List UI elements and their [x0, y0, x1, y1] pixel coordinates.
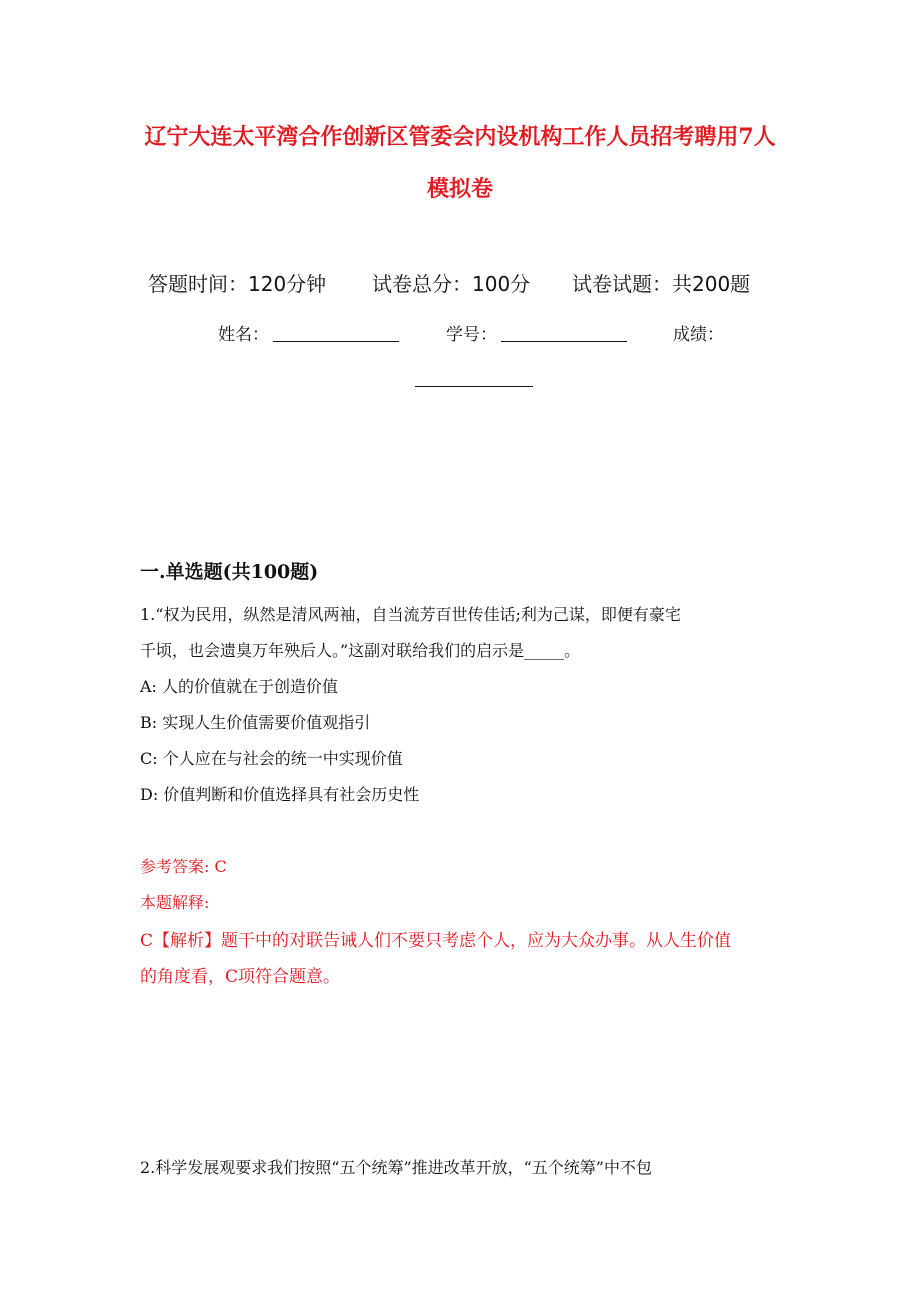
name-label: 姓名：	[218, 325, 269, 345]
doc-title-line2: 模拟卷	[426, 176, 493, 202]
name-blank	[273, 341, 399, 342]
grade-blank	[415, 386, 533, 387]
exam-time: 答题时间：120分钟	[148, 272, 327, 296]
question-1-explain-label: 本题解释:	[140, 893, 210, 912]
question-1-option-d: D: 价值判断和价值选择具有社会历史性	[140, 785, 420, 804]
question-1-option-b: B: 实现人生价值需要价值观指引	[140, 713, 371, 732]
question-1-option-a: A: 人的价值就在于创造价值	[140, 677, 339, 696]
student-id-blank	[501, 341, 627, 342]
grade-label: 成绩：	[673, 325, 724, 345]
question-1-line1: 1.“权为民用，纵然是清风两袖，自当流芳百世传佳话;利为己谋，即便有豪宅	[140, 605, 681, 624]
question-2-line1: 2.科学发展观要求我们按照“五个统筹”推进改革开放，“五个统筹”中不包	[140, 1158, 652, 1177]
question-1-option-c: C: 个人应在与社会的统一中实现价值	[140, 749, 403, 768]
question-1-line2: 千顷，也会遗臭万年殃后人。”这副对联给我们的启示是_____。	[140, 641, 581, 660]
doc-title-line1: 辽宁大连太平湾合作创新区管委会内设机构工作人员招考聘用7人	[144, 124, 776, 150]
student-id-label: 学号：	[446, 325, 497, 345]
question-1-explain-line1: C【解析】题干中的对联告诫人们不要只考虑个人，应为大众办事。从人生价值	[140, 931, 732, 951]
question-1-answer: 参考答案: C	[140, 857, 227, 876]
section-title: 一.单选题(共100题)	[140, 561, 319, 583]
exam-question-count: 试卷试题：共200题	[572, 272, 751, 296]
question-1-explain-line2: 的角度看，C项符合题意。	[140, 967, 341, 987]
exam-total-score: 试卷总分：100分	[372, 272, 531, 296]
